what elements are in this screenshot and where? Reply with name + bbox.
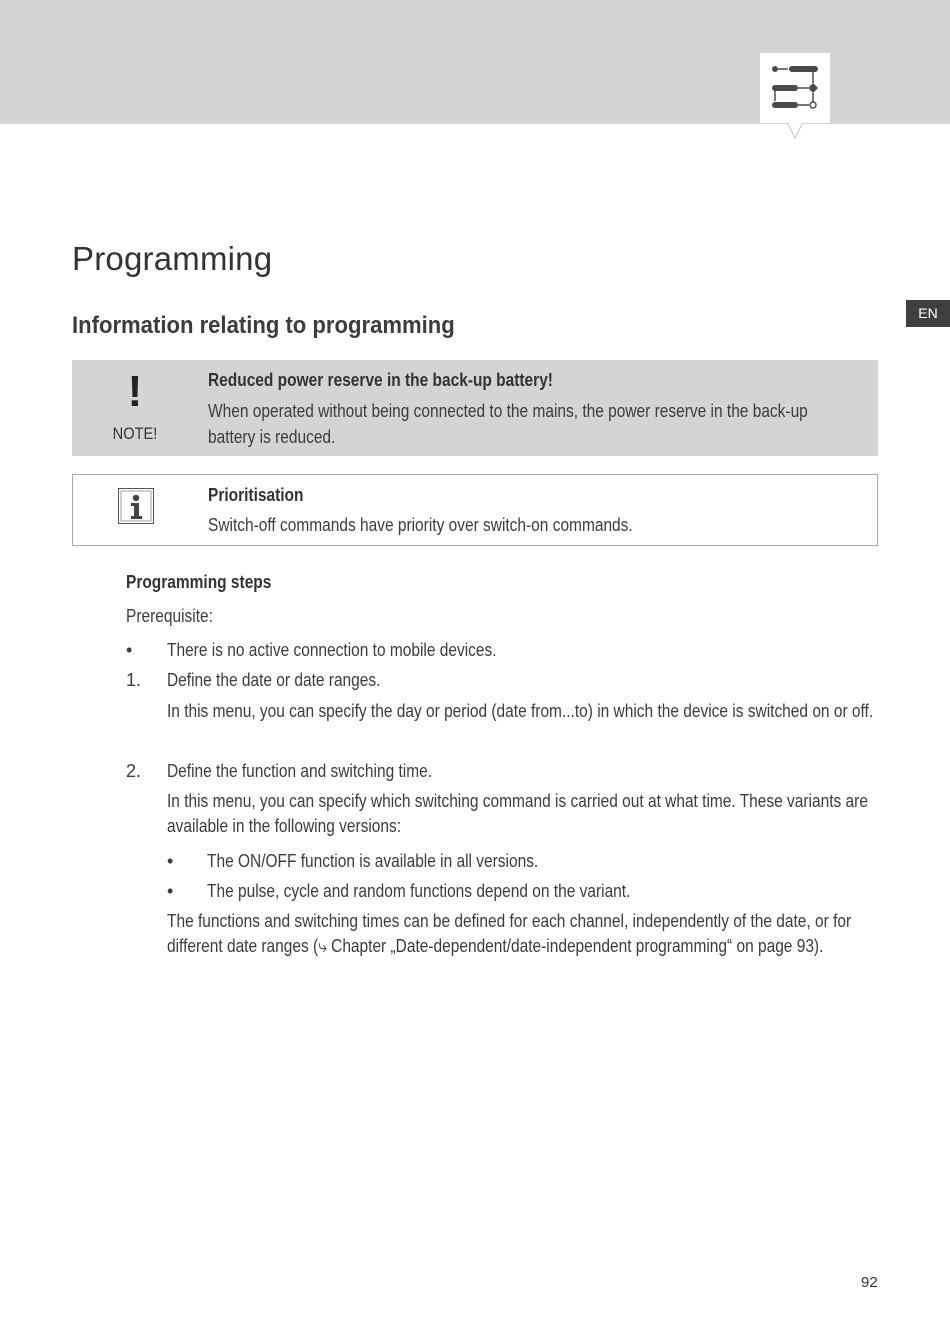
- note-body: When operated without being connected to the mains, the power reserve in the back-up battery is reduced.: [208, 401, 808, 447]
- prerequisite-item: There is no active connection to mobile devices.: [167, 640, 497, 660]
- steps-heading: Programming steps: [126, 572, 272, 592]
- note-label: NOTE!: [112, 424, 158, 443]
- programming-flow-icon: [760, 53, 830, 123]
- info-icon: [118, 488, 154, 524]
- prerequisite-label: Prerequisite:: [126, 606, 213, 626]
- chapter-icon-box: [760, 53, 830, 123]
- info-box: [72, 474, 878, 546]
- step-number: 1.: [126, 670, 142, 690]
- step2-title: Define the function and switching time.: [167, 761, 433, 781]
- step1-title: Define the date or date ranges.: [167, 670, 381, 690]
- info-heading: Prioritisation: [208, 485, 304, 505]
- section-title: Information relating to programming: [72, 312, 455, 339]
- bullet-marker: •: [126, 640, 133, 660]
- step2-bullet-item: The ON/OFF function is available in all versions.: [207, 851, 539, 871]
- exclamation-icon: !: [127, 367, 143, 416]
- language-tab[interactable]: EN: [906, 300, 950, 327]
- step2-description: In this menu, you can specify which switching command is carried out at what time. These variants are available in the following versions:: [167, 791, 868, 836]
- note-box: [72, 360, 878, 456]
- chapter-pointer: [786, 122, 804, 140]
- step1-description: In this menu, you can specify the day or period (date from...to) in which the device is switched on or off.: [167, 701, 874, 721]
- page-title: Programming: [72, 240, 273, 277]
- step2-bullet-item: The pulse, cycle and random functions depend on the variant.: [207, 881, 631, 901]
- bullet-marker: •: [167, 881, 174, 901]
- step-number: 2.: [126, 761, 142, 781]
- page-number: 92: [861, 1274, 878, 1291]
- info-body: Switch-off commands have priority over switch-on commands.: [208, 515, 633, 535]
- bullet-marker: •: [167, 851, 174, 871]
- step2-note: The functions and switching times can be defined for each channel, independently of the date, or for different date ranges (⤷ Chapter „Date-dependent/date-independent programming“ on page 93).: [167, 911, 852, 956]
- note-heading: Reduced power reserve in the back-up battery!: [208, 370, 553, 390]
